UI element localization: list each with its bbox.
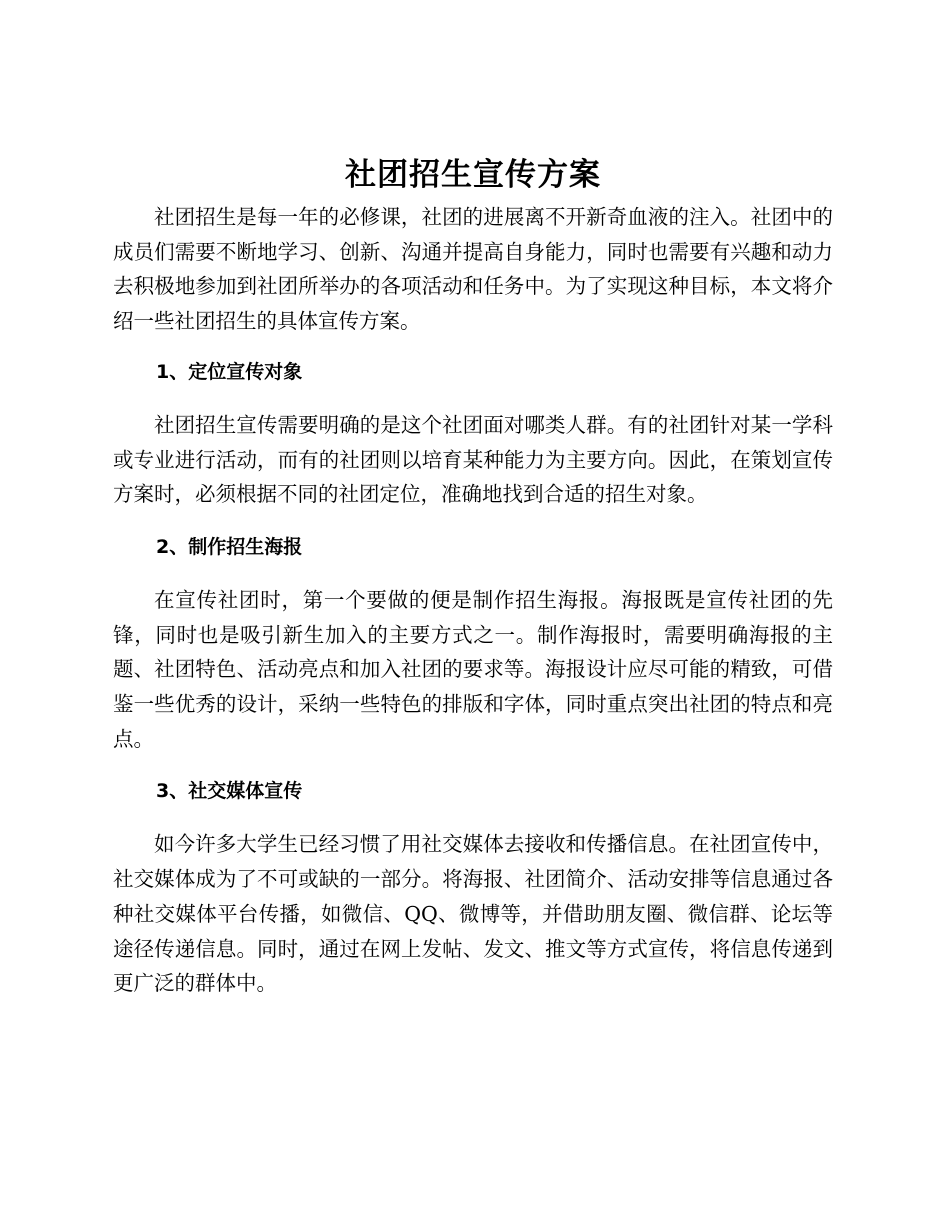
document-title: 社团招生宣传方案 [345, 157, 601, 193]
section-heading-target-audience: 1、定位宣传对象 [156, 360, 303, 383]
section-heading-posters: 2、制作招生海报 [156, 535, 303, 558]
section-body-posters: 在宣传社团时，第一个要做的便是制作招生海报。海报既是宣传社团的先锋，同时也是吸引新生加入的主要方式之一。制作海报时，需要明确海报的主题、社团特色、活动亮点和加入社团的要求等。海报设计应尽可能的精致，可借鉴一些优秀的设计，采纳一些特色的排版和字体，同时重点突出社团的特点和亮点。 [113, 587, 833, 751]
section-heading-social-media: 3、社交媒体宣传 [156, 780, 303, 803]
intro-paragraph: 社团招生是每一年的必修课，社团的进展离不开新奇血液的注入。社团中的成员们需要不断地学习、创新、沟通并提高自身能力，同时也需要有兴趣和动力去积极地参加到社团所举办的各项活动和任务中。为了实现这种目标，本文将介绍一些社团招生的具体宣传方案。 [113, 205, 833, 334]
document-content [113, 150, 833, 1001]
section-body-social-media: 如今许多大学生已经习惯了用社交媒体去接收和传播信息。在社团宣传中，社交媒体成为了不可或缺的一部分。将海报、社团简介、活动安排等信息通过各种社交媒体平台传播，如微信、QQ、微博等，并借助朋友圈、微信群、论坛等途径传递信息。同时，通过在网上发帖、发文、推文等方式宣传，将信息传递到更广泛的群体中。 [113, 832, 833, 996]
section-body-target-audience: 社团招生宣传需要明确的是这个社团面对哪类人群。有的社团针对某一学科或专业进行活动，而有的社团则以培育某种能力为主要方向。因此，在策划宣传方案时，必须根据不同的社团定位，准确地找到合适的招生对象。 [113, 412, 833, 507]
